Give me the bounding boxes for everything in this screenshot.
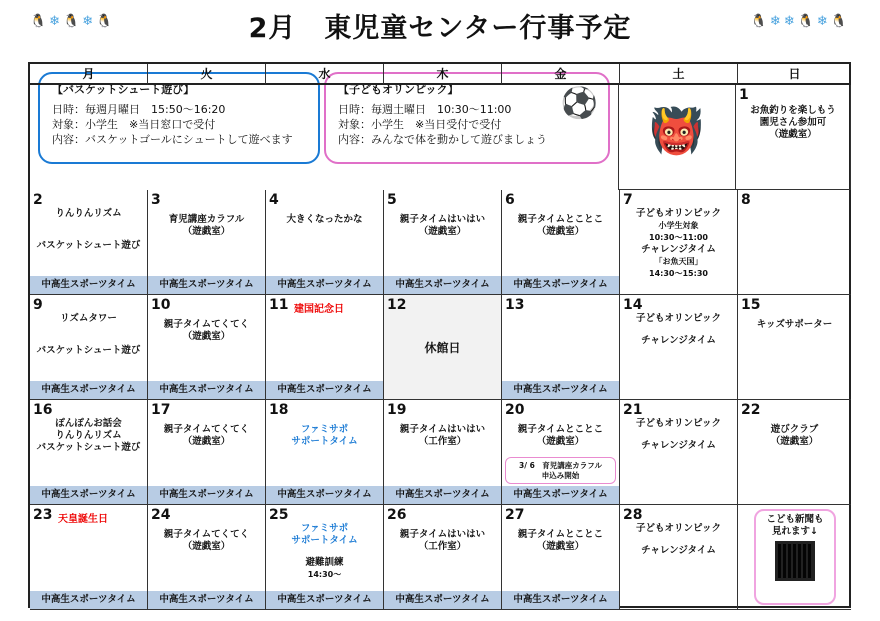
weekday-header-4: 金 <box>502 64 620 85</box>
day-cell <box>502 190 620 295</box>
event-text: （工作室） <box>418 541 467 552</box>
event-lines <box>266 214 383 226</box>
sports-time-band: 中高生スポーツタイム <box>266 591 383 609</box>
spacer <box>620 535 737 545</box>
date-number: 26 <box>387 507 407 523</box>
box-line: 内容：みんなで体を動かして遊びましょう <box>338 133 547 146</box>
closed-label: 休館日 <box>424 341 461 355</box>
event-text: 園児さん参加可 <box>759 117 827 128</box>
day-cell <box>620 400 738 505</box>
event-lines <box>30 418 147 454</box>
day-cell <box>266 505 384 610</box>
event-lines <box>148 214 265 238</box>
date-number: 28 <box>623 507 643 523</box>
event-text: 小学生対象 <box>658 221 699 230</box>
holiday-label: 建国記念日 <box>294 304 344 315</box>
sports-time-band: 中高生スポーツタイム <box>266 276 383 294</box>
qr-caption: こども新聞も <box>766 514 824 525</box>
weekday-header-5: 土 <box>620 64 738 85</box>
spacer <box>30 220 147 230</box>
sports-time-band: 中高生スポーツタイム <box>148 591 265 609</box>
sports-time-band: 中高生スポーツタイム <box>148 381 265 399</box>
event-text: リズムタワー <box>60 313 117 324</box>
sports-time-band: 中高生スポーツタイム <box>30 591 147 609</box>
date-number: 9 <box>33 297 43 313</box>
day-cell <box>620 295 738 400</box>
event-text: 遊びクラブ <box>770 424 819 435</box>
date-number: 10 <box>151 297 171 313</box>
spacer <box>620 325 737 335</box>
event-lines <box>620 313 737 347</box>
event-lines <box>148 319 265 343</box>
event-text: お魚釣りを楽しもう <box>750 105 836 116</box>
qr-code-image <box>775 541 815 581</box>
spacer <box>266 547 383 557</box>
date-number: 23 <box>33 507 53 523</box>
box-line: 対象：小学生 ※当日窓口で受付 <box>52 118 216 131</box>
day-cell <box>738 295 851 400</box>
day-cell <box>266 400 384 505</box>
day-cell <box>738 400 851 505</box>
event-lines <box>738 424 851 448</box>
date-number: 18 <box>269 402 289 418</box>
event-lines <box>502 529 619 553</box>
date-number: 7 <box>623 192 633 208</box>
day-cell <box>384 400 502 505</box>
date-number: 3 <box>151 192 161 208</box>
notice-text: 申込み開始 <box>541 471 580 480</box>
event-text: チャレンジタイム <box>641 440 716 451</box>
date-number: 5 <box>387 192 397 208</box>
date-number: 15 <box>741 297 761 313</box>
event-text: 親子タイムはいはい <box>399 214 486 225</box>
weekday-header-1: 火 <box>148 64 266 85</box>
sports-time-band: 中高生スポーツタイム <box>266 381 383 399</box>
event-lines <box>30 313 147 357</box>
calendar-grid <box>28 62 851 608</box>
event-text: 大きくなったかな <box>286 214 363 225</box>
event-lines <box>148 424 265 448</box>
sports-time-band: 中高生スポーツタイム <box>502 276 619 294</box>
event-text: 「お魚天国」 <box>654 257 703 266</box>
event-lines <box>266 523 383 581</box>
date-number: 22 <box>741 402 761 418</box>
sports-time-band: 中高生スポーツタイム <box>148 486 265 504</box>
event-text: 親子タイムてくてく <box>163 424 250 435</box>
event-text: キッズサポーター <box>756 319 833 330</box>
sports-time-band: 中高生スポーツタイム <box>148 276 265 294</box>
event-text: （遊戯室） <box>182 436 231 447</box>
event-text: （遊戯室） <box>770 436 819 447</box>
event-text: 避難訓練 <box>305 557 344 568</box>
spacer <box>30 335 147 345</box>
event-text: 親子タイムはいはい <box>399 529 486 540</box>
date-number: 8 <box>741 192 751 208</box>
event-lines <box>620 208 737 280</box>
event-text: ぽんぽんお話会 <box>55 418 122 429</box>
day-cell <box>266 190 384 295</box>
event-text: ファミサポ <box>300 523 349 534</box>
date-number: 6 <box>505 192 515 208</box>
basketball-info-box <box>38 72 320 164</box>
event-text: チャレンジタイム <box>641 545 716 556</box>
day-cell <box>148 400 266 505</box>
event-text: 親子タイムはいはい <box>399 424 486 435</box>
day-cell <box>266 295 384 400</box>
event-lines <box>738 319 851 331</box>
sports-time-band: 中高生スポーツタイム <box>384 276 501 294</box>
spacer <box>620 430 737 440</box>
box-line: 内容：バスケットゴールにシュートして遊べます <box>52 133 293 146</box>
event-text: チャレンジタイム <box>641 335 716 346</box>
sports-time-band: 中高生スポーツタイム <box>502 486 619 504</box>
event-lines <box>384 529 501 553</box>
event-text: （遊戯室） <box>182 541 231 552</box>
kids-playing-illustration: ⚽ <box>560 86 598 121</box>
event-text: バスケットシュート遊び <box>36 442 141 453</box>
event-text: サポートタイム <box>291 436 358 447</box>
day-cell <box>502 505 620 610</box>
qr-code-box <box>754 509 836 605</box>
date-number: 21 <box>623 402 643 418</box>
event-lines <box>266 424 383 448</box>
event-text: バスケットシュート遊び <box>36 240 141 251</box>
event-text: （遊戯室） <box>182 226 231 237</box>
notice-box <box>505 457 616 484</box>
event-text: 親子タイムとことこ <box>517 214 604 225</box>
event-lines <box>502 424 619 448</box>
date-number: 12 <box>387 297 407 313</box>
event-text: 子どもオリンピック <box>635 523 722 534</box>
sports-time-band: 中高生スポーツタイム <box>266 486 383 504</box>
event-text: （遊戯室） <box>418 226 467 237</box>
date-number: 16 <box>33 402 53 418</box>
event-text: 親子タイムとことこ <box>517 424 604 435</box>
sports-time-band: 中高生スポーツタイム <box>30 486 147 504</box>
event-text: （遊戯室） <box>769 129 817 140</box>
date-number: 2 <box>33 192 43 208</box>
event-text: 育児講座カラフル <box>168 214 245 225</box>
box-line: 対象：小学生 ※当日受付で受付 <box>338 118 502 131</box>
page-title: 2月 東児童センター行事予定 <box>248 13 632 44</box>
event-text: （遊戯室） <box>182 331 231 342</box>
setsubun-cell <box>618 85 736 190</box>
box-line: 日時：毎週土曜日 10:30～11:00 <box>338 103 512 116</box>
event-text: ファミサポ <box>300 424 349 435</box>
event-text: （遊戯室） <box>536 436 585 447</box>
event-text: 14:30～ <box>307 570 342 579</box>
day-cell <box>30 400 148 505</box>
day-cell <box>148 295 266 400</box>
day-cell <box>30 190 148 295</box>
date-number: 4 <box>269 192 279 208</box>
date-number: 11 <box>269 297 289 313</box>
notice-text: 3/ 6 育児講座カラフル <box>519 461 602 470</box>
event-lines <box>502 214 619 238</box>
event-lines <box>30 208 147 252</box>
day-cell <box>384 505 502 610</box>
spacer <box>30 230 147 240</box>
event-text: 子どもオリンピック <box>635 313 722 324</box>
event-text: バスケットシュート遊び <box>36 345 141 356</box>
event-lines <box>148 529 265 553</box>
event-text: （工作室） <box>418 436 467 447</box>
day-cell <box>384 190 502 295</box>
sports-time-band: 中高生スポーツタイム <box>384 591 501 609</box>
event-text: 親子タイムてくてく <box>163 319 250 330</box>
date-number: 17 <box>151 402 171 418</box>
holiday-label: 天皇誕生日 <box>58 514 108 525</box>
day-cell <box>620 505 738 610</box>
date-number: 1 <box>739 87 749 103</box>
day-cell <box>502 295 620 400</box>
penguin-decoration-right: 🐧❄❄🐧❄🐧 <box>750 14 850 29</box>
day-cell <box>148 190 266 295</box>
event-text: サポートタイム <box>291 535 358 546</box>
event-lines <box>620 523 737 557</box>
penguin-decoration-left: 🐧❄🐧❄🐧 <box>30 14 116 29</box>
date-number: 24 <box>151 507 171 523</box>
date-number: 27 <box>505 507 525 523</box>
day-cell <box>30 505 148 610</box>
day-cell <box>148 505 266 610</box>
day-cell <box>738 190 851 295</box>
event-lines <box>384 424 501 448</box>
date-number: 20 <box>505 402 525 418</box>
sports-time-band: 中高生スポーツタイム <box>384 486 501 504</box>
event-lines <box>620 418 737 452</box>
event-text: りんりんリズム <box>55 208 122 219</box>
event-text: （遊戯室） <box>536 541 585 552</box>
box-title: 【バスケットシュート遊び】 <box>52 83 195 96</box>
day-cell <box>384 295 502 400</box>
date-number: 13 <box>505 297 525 313</box>
day-cell <box>30 295 148 400</box>
event-text: 親子タイムとことこ <box>517 529 604 540</box>
day-cell <box>736 85 851 190</box>
event-text: 14:30～15:30 <box>649 269 708 278</box>
olympic-info-box <box>324 72 610 164</box>
weekday-header-2: 水 <box>266 64 384 85</box>
sports-time-band: 中高生スポーツタイム <box>502 381 619 399</box>
day-cell <box>620 190 738 295</box>
event-text: りんりんリズム <box>55 430 122 441</box>
weekday-header-3: 木 <box>384 64 502 85</box>
box-line: 日時：毎週月曜日 15:50～16:20 <box>52 103 226 116</box>
sports-time-band: 中高生スポーツタイム <box>30 276 147 294</box>
event-text: チャレンジタイム <box>641 244 716 255</box>
date-number: 25 <box>269 507 289 523</box>
event-lines <box>384 214 501 238</box>
weekday-header-0: 月 <box>30 64 148 85</box>
event-text: （遊戯室） <box>536 226 585 237</box>
qr-cell <box>738 505 851 610</box>
qr-caption: 見れます↓ <box>772 526 818 537</box>
date-number: 19 <box>387 402 407 418</box>
event-text: 子どもオリンピック <box>635 208 722 219</box>
sports-time-band: 中高生スポーツタイム <box>30 381 147 399</box>
spacer <box>30 325 147 335</box>
sports-time-band: 中高生スポーツタイム <box>502 591 619 609</box>
day-cell <box>502 400 620 505</box>
weekday-header-6: 日 <box>738 64 851 85</box>
box-title: 【子どもオリンピック】 <box>338 83 459 96</box>
date-number: 14 <box>623 297 643 313</box>
oni-illustration: 👹 <box>649 106 704 157</box>
event-text: 10:30～11:00 <box>649 233 708 242</box>
event-text: 子どもオリンピック <box>635 418 722 429</box>
event-text: 親子タイムてくてく <box>163 529 250 540</box>
